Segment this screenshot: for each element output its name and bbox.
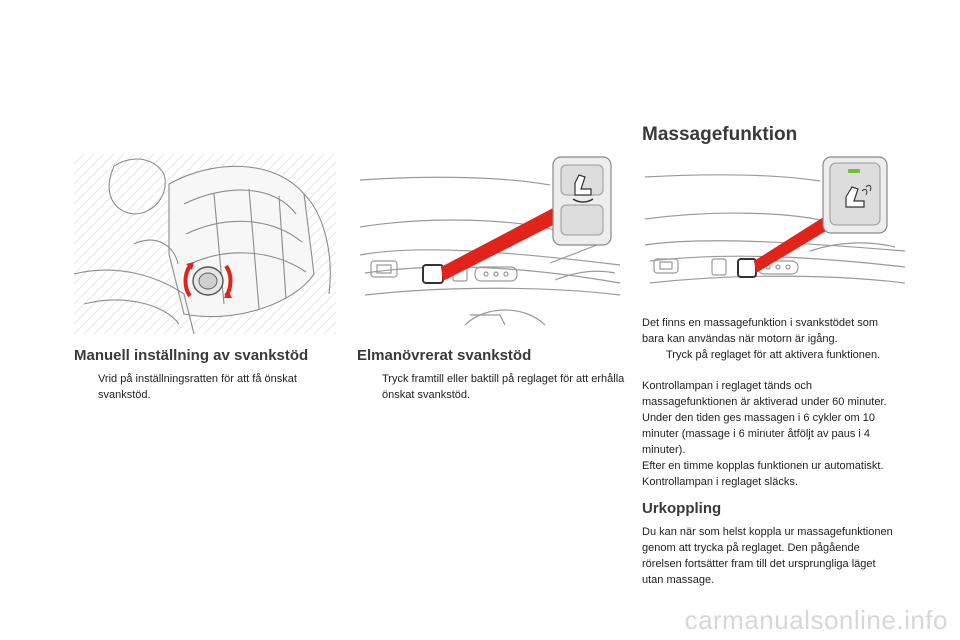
disconnect-heading: Urkoppling xyxy=(642,500,722,517)
electric-instruction-text: Tryck framtill eller baktill på reglaget för att erhålla önskat svankstöd. xyxy=(382,373,625,401)
electric-instruction xyxy=(360,371,644,403)
manual-lumbar-heading: Manuell inställning av svankstöd xyxy=(74,347,309,364)
manual-instruction-text: Vrid på inställningsratten för att få önskat svankstöd. xyxy=(98,373,297,401)
manual-instruction xyxy=(76,371,348,403)
massage-intro: Det finns en massagefunktion i svankstödet som bara kan användas när motorn är igång. xyxy=(642,317,879,345)
massage-instruction xyxy=(644,347,898,363)
site-watermark: carmanualsonline.info xyxy=(684,605,948,635)
lumbar-switch-zoom-icon xyxy=(553,157,611,245)
massage-switch-zoom-icon xyxy=(823,157,887,233)
massage-control-illustration xyxy=(640,155,905,305)
massage-heading: Massagefunktion xyxy=(642,124,798,145)
massage-details: Kontrollampan i reglaget tänds och massagefunktionen är aktiverad under 60 minuter. Under den tiden ges massagen i 6 cykler om 10 minuter (massage i 6 minuter åtföljt av paus i 4 minuter). xyxy=(642,380,887,456)
electric-control-illustration xyxy=(355,155,620,330)
massage-auto-off: Efter en timme kopplas funktionen ur automatiskt. Kontrollampan i reglaget släcks. xyxy=(642,460,884,488)
massage-instruction-text: Tryck på reglaget för att aktivera funktionen. xyxy=(666,349,881,361)
electric-lumbar-heading: Elmanövrerat svankstöd xyxy=(357,347,532,364)
disconnect-text: Du kan när som helst koppla ur massagefunktionen genom att trycka på reglaget. Den pågående rörelsen fortsätter fram till det ursprungliga läget utan massage. xyxy=(642,526,893,586)
seat-knob-illustration xyxy=(74,154,336,334)
